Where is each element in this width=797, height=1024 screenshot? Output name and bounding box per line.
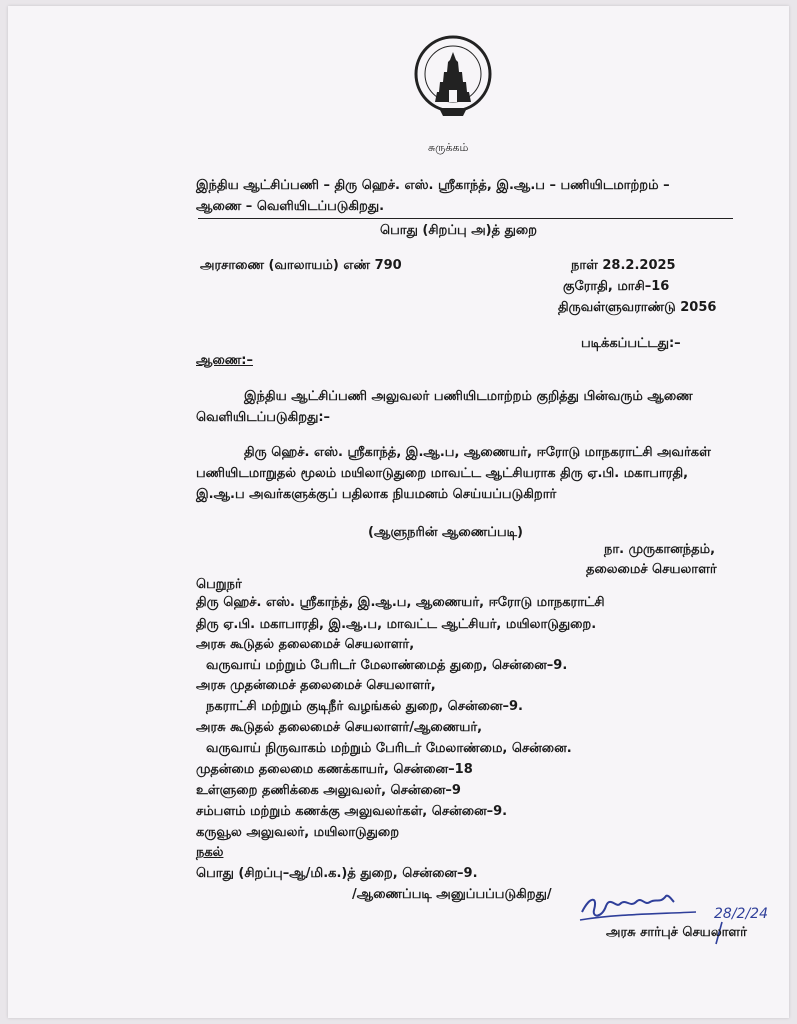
- subject-line: ஆணை – வெளியிடப்படுகிறது.: [196, 199, 385, 214]
- subject-line: இந்திய ஆட்சிப்பணி – திரு ஹெச். எஸ். ஸ்ரீகாந்த், இ.ஆ.ப – பணியிடமாற்றம் –: [196, 178, 670, 193]
- read-label: படிக்கப்பட்டது:–: [581, 336, 681, 351]
- thiruvalluvar-year: திருவள்ளுவராண்டு 2056: [558, 300, 717, 315]
- recipient-line: அரசு கூடுதல் தலைமைச் செயலாளர்/ஆணையர்,: [196, 720, 483, 735]
- recipients-heading: பெறுநர்: [196, 577, 242, 592]
- tamil-date: குரோதி, மாசி–16: [563, 279, 670, 294]
- recipient-line: முதன்மை தலைமை கணக்காயர், சென்னை–18: [196, 762, 473, 777]
- paragraph-line: இந்திய ஆட்சிப்பணி அலுவலர் பணியிடமாற்றம் குறித்து பின்வரும் ஆணை: [244, 389, 693, 404]
- recipient-line: வருவாய் நிருவாகம் மற்றும் பேரிடர் மேலாண்மை, சென்னை.: [206, 741, 572, 756]
- recipient-line: அரசு கூடுதல் தலைமைச் செயலாளர்,: [196, 637, 415, 652]
- order-number: அரசாணை (வாலாயம்) எண் 790: [200, 258, 402, 273]
- paragraph-line: வெளியிடப்படுகிறது:–: [196, 410, 331, 425]
- recipient-line: சம்பளம் மற்றும் கணக்கு அலுவலர்கள், சென்னை–9.: [196, 804, 508, 819]
- paragraph-line: பணியிடமாறுதல் மூலம் மயிலாடுதுறை மாவட்ட ஆட்சியராக திரு ஏ.பி. மகாபாரதி,: [196, 466, 689, 481]
- divider: [198, 218, 733, 219]
- copy-heading: நகல்: [196, 845, 224, 860]
- authority-line: (ஆளுநரின் ஆணைப்படி): [368, 525, 523, 540]
- department-title: பொது (சிறப்பு அ)த் துறை: [380, 223, 538, 238]
- recipient-line: உள்ளுறை தணிக்கை அலுவலர், சென்னை–9: [196, 783, 461, 798]
- paragraph-line: இ.ஆ.ப அவர்களுக்குப் பதிலாக நியமனம் செய்யப்படுகிறார்: [196, 487, 557, 502]
- recipient-line: திரு ஹெச். எஸ். ஸ்ரீகாந்த், இ.ஆ.ப, ஆணையர், ஈரோடு மாநகராட்சி: [196, 595, 605, 610]
- recipient-line: நகராட்சி மற்றும் குடிநீர் வழங்கல் துறை, சென்னை–9.: [206, 699, 523, 714]
- handwritten-date: 28/2/24: [714, 906, 768, 922]
- recipient-line: வருவாய் மற்றும் பேரிடர் மேலாண்மைத் துறை, சென்னை–9.: [206, 658, 568, 673]
- under-secretary-title: அரசு சார்புச் செயலாளர்: [606, 925, 747, 940]
- recipient-line: கருவூல அலுவலர், மயிலாடுதுறை: [196, 825, 400, 840]
- signatory-title: தலைமைச் செயலாளர்: [586, 562, 717, 577]
- recipient-line: அரசு முதன்மைச் தலைமைச் செயலாளர்,: [196, 678, 436, 693]
- document-page: [8, 6, 789, 1018]
- copy-line: பொது (சிறப்பு–ஆ/மி.க.)த் துறை, சென்னை–9.: [196, 866, 478, 881]
- emblem-caption: சுருக்கம்: [428, 141, 469, 154]
- paragraph-line: திரு ஹெச். எஸ். ஸ்ரீகாந்த், இ.ஆ.ப, ஆணையர், ஈரோடு மாநகராட்சி அவர்கள்: [244, 445, 711, 460]
- signatory-name: நா. முருகானந்தம்,: [604, 542, 716, 557]
- tamil-nadu-emblem: [413, 34, 493, 130]
- order-heading: ஆணை:–: [196, 353, 253, 368]
- recipient-line: திரு ஏ.பி. மகாபாரதி, இ.ஆ.ப, மாவட்ட ஆட்சியர், மயிலாடுதுறை.: [196, 617, 597, 632]
- forwarded-note: /ஆணைப்படி அனுப்பப்படுகிறது/: [352, 887, 552, 902]
- order-date: நாள் 28.2.2025: [571, 258, 676, 273]
